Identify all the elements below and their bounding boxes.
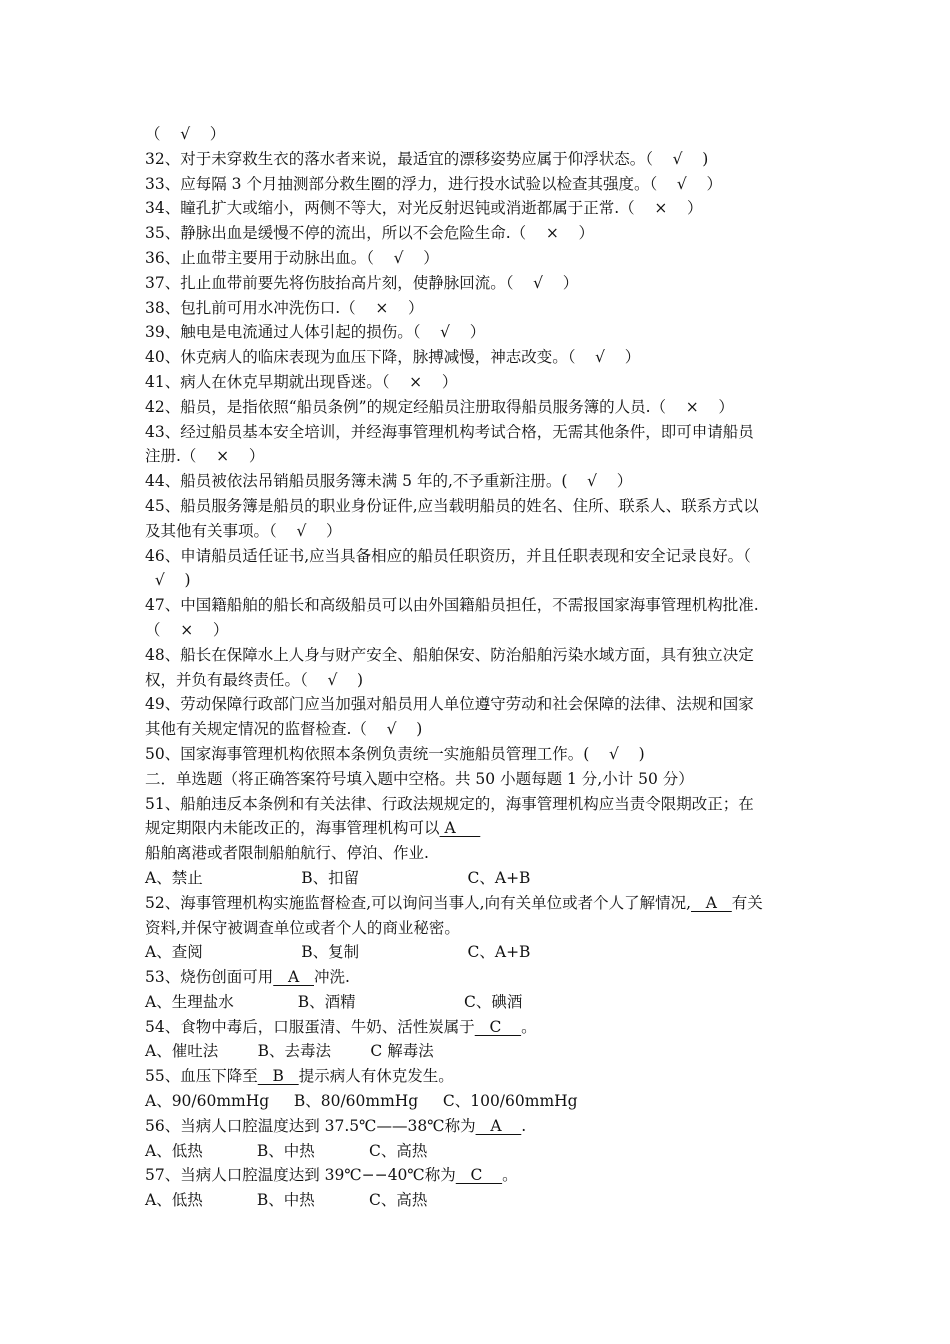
text-line: 46、申请船员适任证书,应当具备相应的船员任职资历，并且任职表现和安全记录良好。（ xyxy=(145,546,751,565)
question-text: 。 xyxy=(502,1166,518,1185)
text-line xyxy=(145,965,810,990)
text-line: 船舶离港或者限制船舶航行、停泊、作业. xyxy=(145,844,429,863)
text-line: 42、船员，是指依照“船员条例”的规定经船员注册取得船员服务簿的人员.（ × ） xyxy=(145,397,734,416)
text-line: √ ) xyxy=(145,571,191,590)
question-text: 52、海事管理机构实施监督检查,可以询问当事人,向有关单位或者个人了解情况, xyxy=(145,893,692,912)
text-line: 资料,并保守被调查单位或者个人的商业秘密。 xyxy=(145,918,460,937)
text-line: 40、休克病人的临床表现为血压下降，脉搏减慢，神志改变。（ √ ） xyxy=(145,348,641,367)
text-line xyxy=(145,816,810,841)
answer-blank: A xyxy=(439,819,481,838)
options-line: A、低热 B、中热 C、高热 xyxy=(145,1191,428,1210)
section-heading: 二．单选题（将正确答案符号填入题中空格。共 50 小题每题 1 分,小计 50 分） xyxy=(145,769,694,788)
text-line xyxy=(145,1163,810,1188)
question-text: 56、当病人口腔温度达到 37.5℃——38℃称为 xyxy=(145,1116,476,1135)
options-line: A、90/60mmHg B、80/60mmHg C、100/60mmHg xyxy=(145,1092,578,1111)
text-line xyxy=(145,1015,810,1040)
text-line: 49、劳动保障行政部门应当加强对船员用人单位遵守劳动和社会保障的法律、法规和国家 xyxy=(145,695,754,714)
question-text: 54、食物中毒后，口服蛋清、牛奶、活性炭属于 xyxy=(145,1017,475,1036)
options-line: A、生理盐水 B、酒精 C、碘酒 xyxy=(145,992,523,1011)
text-line: 44、船员被依法吊销船员服务簿未满 5 年的,不予重新注册。( √ ） xyxy=(145,472,633,491)
text-line: 36、止血带主要用于动脉出血。（ √ ） xyxy=(145,248,439,267)
options-line: A、查阅 B、复制 C、A+B xyxy=(145,943,531,962)
text-line: 38、包扎前可用水冲洗伤口.（ × ） xyxy=(145,298,424,317)
question-text: 有关 xyxy=(731,893,763,912)
question-text: . xyxy=(521,1116,527,1135)
question-text: 冲洗. xyxy=(314,968,350,987)
text-line: 33、应每隔 3 个月抽测部分救生圈的浮力，进行投水试验以检查其强度。（ √ ） xyxy=(145,174,722,193)
answer-blank: B xyxy=(257,1067,299,1086)
text-line: 注册.（ × ） xyxy=(145,447,265,466)
document-page xyxy=(145,122,810,1213)
question-text: 提示病人有休克发生。 xyxy=(298,1067,454,1086)
answer-blank: A xyxy=(691,893,732,912)
text-line: 39、触电是电流通过人体引起的损伤。（ √ ） xyxy=(145,323,486,342)
text-line: 35、静脉出血是缓慢不停的流出，所以不会危险生命.（ × ） xyxy=(145,224,595,243)
text-line xyxy=(145,1064,810,1089)
text-line: 34、瞳孔扩大或缩小，两侧不等大，对光反射迟钝或消逝都属于正常.（ × ） xyxy=(145,199,703,218)
options-line: A、禁止 B、扣留 C、A+B xyxy=(145,868,531,887)
text-line: 47、中国籍船舶的船长和高级船员可以由外国籍船员担任，不需报国家海事管理机构批准. xyxy=(145,596,759,615)
text-line: 权，并负有最终责任。（ √ ) xyxy=(145,670,364,689)
question-text: 57、当病人口腔温度达到 39℃−−40℃称为 xyxy=(145,1166,456,1185)
text-line: 32、对于未穿救生衣的落水者来说，最适宜的漂移姿势应属于仰浮状态。（ √ ) xyxy=(145,149,709,168)
answer-blank: A xyxy=(475,1116,522,1135)
text-line xyxy=(145,1114,810,1139)
text-line: （ × ） xyxy=(145,620,229,639)
text-line: （ √ ） xyxy=(145,125,226,143)
text-line: 其他有关规定情况的监督检查.（ √ ) xyxy=(145,720,423,739)
text-line: 50、国家海事管理机构依照本条例负责统一实施船员管理工作。( √ ) xyxy=(145,744,645,763)
question-text: 。 xyxy=(521,1017,537,1036)
text-line xyxy=(145,891,810,916)
text-line: 51、船舶违反本条例和有关法律、行政法规规定的，海事管理机构应当责令限期改正；在 xyxy=(145,794,754,813)
text-line: 37、扎止血带前要先将伤肢抬高片刻，使静脉回流。（ √ ） xyxy=(145,273,579,292)
question-text: 规定期限内未能改正的，海事管理机构可以 xyxy=(145,819,440,838)
options-line: A、催吐法 B、去毒法 C 解毒法 xyxy=(145,1042,434,1061)
question-text: 55、血压下降至 xyxy=(145,1067,258,1086)
text-line: 45、船员服务簿是船员的职业身份证件,应当载明船员的姓名、住所、联系人、联系方式以 xyxy=(145,496,759,515)
options-line: A、低热 B、中热 C、高热 xyxy=(145,1141,428,1160)
answer-blank: C xyxy=(455,1166,503,1185)
text-line: 41、病人在休克早期就出现昏迷。（ × ） xyxy=(145,372,458,391)
text-line: 及其他有关事项。（ √ ） xyxy=(145,521,342,540)
text-line: 43、经过船员基本安全培训，并经海事管理机构考试合格，无需其他条件，即可申请船员 xyxy=(145,422,754,441)
text-line: 48、船长在保障水上人身与财产安全、船舶保安、防治船舶污染水域方面，具有独立决定 xyxy=(145,645,754,664)
question-text: 53、烧伤创面可用 xyxy=(145,968,274,987)
answer-blank: A xyxy=(273,968,314,987)
answer-blank: C xyxy=(474,1017,522,1036)
